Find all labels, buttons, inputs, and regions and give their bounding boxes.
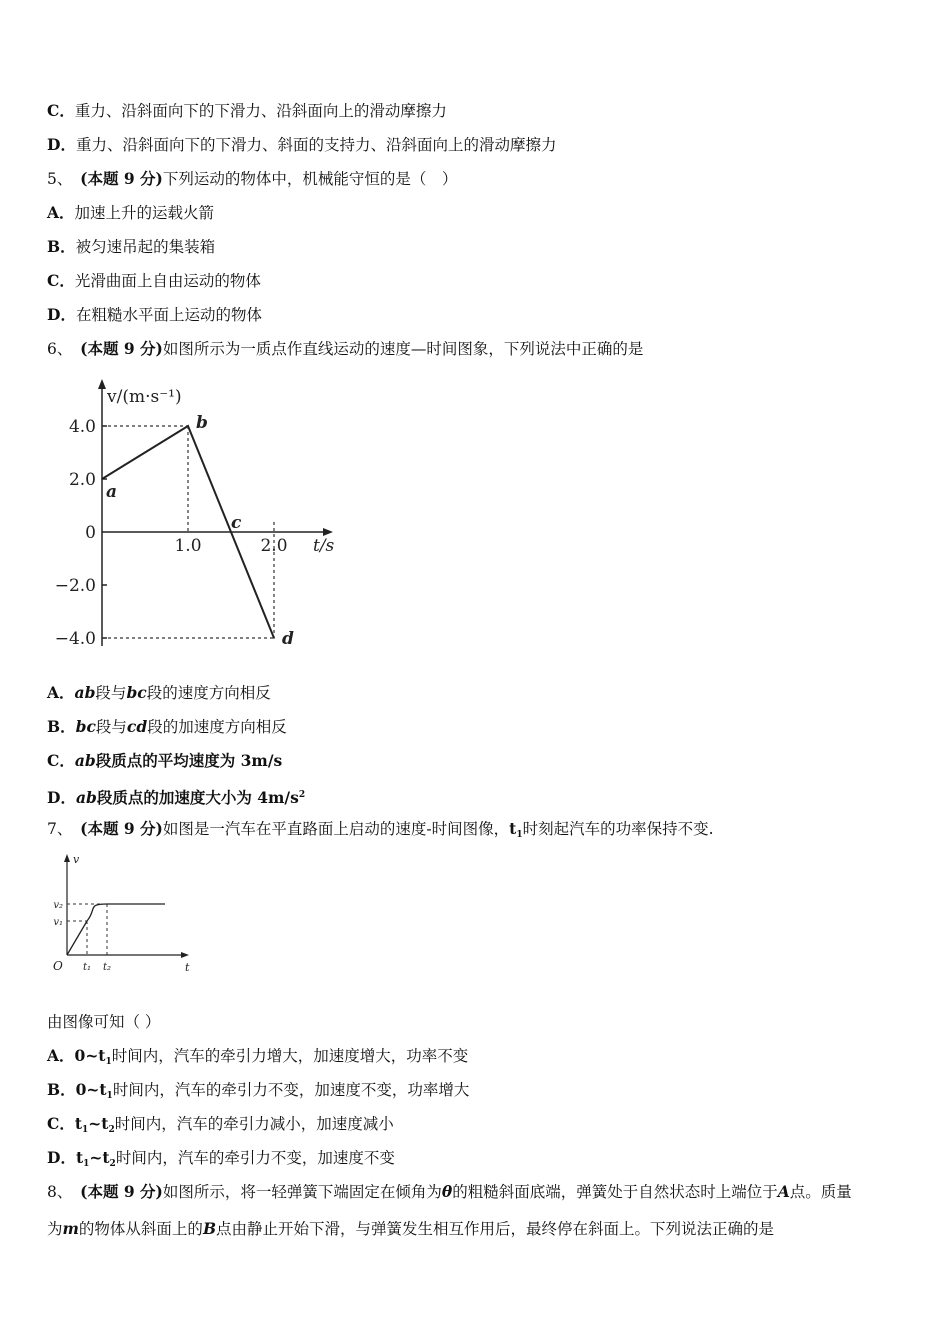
chart-axes [98, 379, 333, 646]
q8-stem-line2: 为m的物体从斜面上的B点由静止开始下滑，与弹簧发生相互作用后，最终停在斜面上。下列说法正确的是 [47, 1219, 775, 1238]
q7-option-d: D．$t_1\sim t_2$时间内，汽车的牵引力不变，加速度不变 [47, 1148, 395, 1169]
q4-option-d: D．重力、沿斜面向下的下滑力、斜面的支持力、沿斜面向上的滑动摩擦力 [47, 135, 557, 154]
q7-lead: 由图像可知（ ） [47, 1013, 161, 1031]
y-axis-label: v [73, 853, 80, 866]
y-axis-label: v/(m·s⁻¹) [107, 387, 182, 407]
point-label-a: a [106, 482, 118, 502]
q8-stem-line1: 8、 (本题 9 分)如图所示，将一轻弹簧下端固定在倾角为θ的粗糙斜面底端，弹簧处于自然状态时上端位于A点。质量 [47, 1182, 852, 1201]
data-point-a [101, 478, 103, 480]
q6-stem: 6、 (本题 9 分)如图所示为一质点作直线运动的速度—时间图象，下列说法中正确的是 [47, 339, 644, 358]
q7-stem: 7、 (本题 9 分)如图是一汽车在平直路面上启动的速度-时间图像，$t_1$时刻起汽车的功率保持不变. [47, 819, 714, 840]
y-tick-v1: v₁ [53, 917, 63, 928]
q5-option-d: D．在粗糙水平面上运动的物体 [47, 305, 262, 324]
q6-option-c: C．ab段质点的平均速度为 3m/s [47, 751, 283, 770]
velocity-time-chart [55, 375, 355, 665]
chart-axes [64, 854, 189, 958]
x-tick-t2: t₂ [102, 962, 112, 973]
q6-option-d: D．ab段质点的加速度大小为 $4m/s^2$ [47, 788, 306, 807]
q6-option-b: B．bc段与cd段的加速度方向相反 [47, 717, 287, 736]
y-axis-arrow [98, 379, 106, 389]
q4-option-c: C．重力、沿斜面向下的下滑力、沿斜面向上的滑动摩擦力 [47, 101, 447, 120]
y-tick-label: −2.0 [55, 576, 96, 596]
car-velocity-chart [45, 850, 205, 980]
data-point-d [273, 637, 275, 639]
q5-option-a: A．加速上升的运载火箭 [47, 203, 215, 222]
q5-option-c: C．光滑曲面上自由运动的物体 [47, 271, 261, 290]
x-tick-t1: t₁ [82, 962, 92, 973]
point-label-c: c [231, 513, 242, 533]
q7-option-c: C．$t_1\sim t_2$时间内，汽车的牵引力减小，加速度减小 [47, 1114, 394, 1135]
chart-labels [53, 853, 190, 974]
x-axis-arrow [181, 952, 189, 958]
x-tick-label: 1.0 [174, 536, 202, 556]
q5-option-b: B．被匀速吊起的集装箱 [47, 237, 216, 256]
y-tick-label: 0 [85, 523, 96, 543]
x-axis-label: t [185, 961, 190, 974]
q7-option-b: B．$0\sim t_1$时间内，汽车的牵引力不变，加速度不变，功率增大 [47, 1080, 470, 1101]
q6-option-a: A．ab段与bc段的速度方向相反 [47, 683, 271, 702]
y-tick-v2: v₂ [53, 900, 63, 911]
q7-option-a: A．$0\sim t_1$时间内，汽车的牵引力增大，加速度增大，功率不变 [47, 1046, 469, 1067]
data-point-b [187, 425, 189, 427]
chart-labels [55, 387, 335, 649]
origin-label: O [53, 959, 63, 973]
point-label-d: d [282, 629, 294, 649]
x-axis-arrow [323, 528, 333, 536]
chart-marks [67, 904, 165, 955]
y-tick-label: −4.0 [55, 629, 96, 649]
y-tick-label: 4.0 [68, 417, 96, 437]
x-tick-label: 2.0 [260, 536, 288, 556]
q5-stem: 5、 (本题 9 分)下列运动的物体中，机械能守恒的是（ ） [47, 169, 458, 188]
y-tick-label: 2.0 [68, 470, 96, 490]
x-axis-label: t/s [313, 536, 335, 556]
velocity-curve [67, 904, 165, 955]
y-axis-arrow [64, 854, 70, 862]
point-label-b: b [196, 413, 208, 433]
